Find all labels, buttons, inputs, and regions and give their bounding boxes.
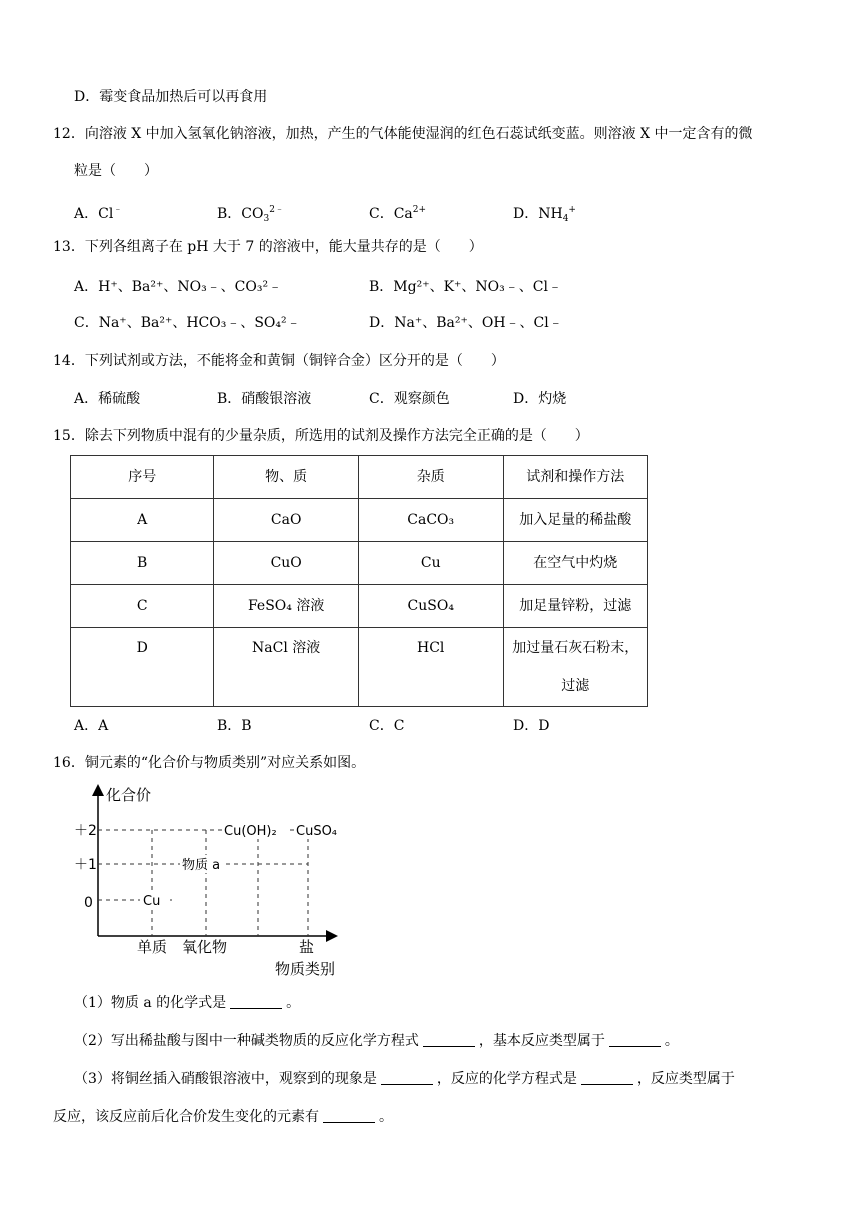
table-cell: 加过量石灰石粉末， 过滤 bbox=[503, 628, 648, 707]
x-tick-label: 盐 bbox=[299, 938, 315, 956]
answer-blank[interactable] bbox=[381, 1070, 433, 1085]
table-cell: CaCO₃ bbox=[358, 499, 503, 542]
q11-option-d: D．霉变食品加热后可以再食用 bbox=[74, 89, 268, 105]
q13-stem: 13．下列各组离子在 pH 大于 7 的溶液中，能大量共存的是（ ） bbox=[53, 239, 483, 255]
q15-option-c: C．C bbox=[369, 718, 405, 734]
q12-option-d: D．$NH_4^+$ bbox=[513, 205, 576, 224]
answer-blank[interactable] bbox=[423, 1032, 475, 1047]
q16-part2: （2）写出稀盐酸与图中一种碱类物质的反应化学方程式 ，基本反应类型属于 。 bbox=[74, 1033, 679, 1049]
table-cell: B bbox=[71, 542, 214, 585]
point-label-cu: Cu bbox=[143, 894, 161, 909]
q15-stem: 15．除去下列物质中混有的少量杂质，所选用的试剂及操作方法完全正确的是（ ） bbox=[53, 428, 589, 444]
q14-option-a: A．稀硫酸 bbox=[74, 391, 141, 407]
table-cell: 加入足量的稀盐酸 bbox=[503, 499, 648, 542]
q12-stem-line1: 12．向溶液 X 中加入氢氧化钠溶液，加热，产生的气体能使湿润的红色石蕊试纸变蓝。则溶液 X 中一定含有的微 bbox=[53, 126, 753, 142]
q16-stem: 16．铜元素的“化合价与物质类别”对应关系如图。 bbox=[53, 755, 366, 771]
table-cell: CuSO₄ bbox=[358, 585, 503, 628]
point-label-substance-a: 物质 a bbox=[182, 858, 221, 873]
q12-option-a: A．Cl﹣ bbox=[74, 205, 123, 222]
table-row bbox=[71, 542, 648, 585]
q13-option-c: C．Na⁺、Ba²⁺、HCO₃﹣、SO₄²﹣ bbox=[74, 315, 301, 331]
q15-table bbox=[70, 455, 648, 707]
table-header-cell: 杂质 bbox=[358, 456, 503, 499]
answer-blank[interactable] bbox=[230, 994, 282, 1009]
q15-option-d: D．D bbox=[513, 718, 550, 734]
table-cell: 在空气中灼烧 bbox=[503, 542, 648, 585]
x-tick-label: 氧化物 bbox=[182, 938, 228, 956]
q14-option-c: C．观察颜色 bbox=[369, 391, 450, 407]
table-cell: D bbox=[71, 628, 214, 707]
answer-blank[interactable] bbox=[323, 1108, 375, 1123]
q12-option-b: B．$CO_3^{2﹣}$ bbox=[217, 205, 284, 224]
y-tick-label: ＋1 bbox=[74, 857, 97, 873]
table-cell: HCl bbox=[358, 628, 503, 707]
grid-lines bbox=[98, 830, 308, 936]
answer-blank[interactable] bbox=[581, 1070, 633, 1085]
y-tick-label: ＋2 bbox=[74, 823, 97, 839]
table-cell: A bbox=[71, 499, 214, 542]
q14-option-b: B．硝酸银溶液 bbox=[217, 391, 312, 407]
table-header-cell: 序号 bbox=[71, 456, 214, 499]
q15-option-a: A．A bbox=[74, 718, 109, 734]
table-row bbox=[71, 628, 648, 707]
q14-option-d: D．灼烧 bbox=[513, 391, 567, 407]
valence-category-diagram bbox=[70, 780, 360, 980]
q14-stem: 14．下列试剂或方法，不能将金和黄铜（铜锌合金）区分开的是（ ） bbox=[53, 353, 505, 369]
table-header-cell: 试剂和操作方法 bbox=[503, 456, 648, 499]
y-tick-label: 0 bbox=[84, 895, 93, 911]
answer-blank[interactable] bbox=[609, 1032, 661, 1047]
q13-option-d: D．Na⁺、Ba²⁺、OH﹣、Cl﹣ bbox=[369, 315, 563, 331]
table-header-cell: 物、质 bbox=[214, 456, 359, 499]
q16-part3-line1: （3）将铜丝插入硝酸银溶液中，观察到的现象是 ，反应的化学方程式是 ，反应类型属于 bbox=[74, 1071, 735, 1087]
x-axis-title: 物质类别 bbox=[275, 960, 336, 978]
table-row bbox=[71, 585, 648, 628]
table-cell: CuO bbox=[214, 542, 359, 585]
q16-part3-line2: 反应，该反应前后化合价发生变化的元素有 。 bbox=[53, 1109, 393, 1125]
q13-option-b: B．Mg²⁺、K⁺、NO₃﹣、Cl﹣ bbox=[369, 279, 562, 295]
table-cell: C bbox=[71, 585, 214, 628]
table-cell: NaCl 溶液 bbox=[214, 628, 359, 707]
q15-option-b: B．B bbox=[217, 718, 252, 734]
table-cell: FeSO₄ 溶液 bbox=[214, 585, 359, 628]
point-label-cuso4: CuSO₄ bbox=[296, 824, 338, 839]
point-label-cu-oh-2: Cu(OH)₂ bbox=[224, 824, 277, 839]
q13-option-a: A．H⁺、Ba²⁺、NO₃﹣、CO₃²﹣ bbox=[74, 279, 283, 295]
y-axis-title: 化合价 bbox=[106, 786, 152, 804]
table-cell: 加足量锌粉，过滤 bbox=[503, 585, 648, 628]
table-cell: CaO bbox=[214, 499, 359, 542]
table-header-row bbox=[71, 456, 648, 499]
q12-option-c: C．$Ca^{2+}$ bbox=[369, 205, 427, 222]
q12-stem-line2: 粒是（ ） bbox=[74, 163, 158, 179]
table-cell: Cu bbox=[358, 542, 503, 585]
q16-part1: （1）物质 a 的化学式是 。 bbox=[74, 995, 301, 1011]
x-tick-label: 单质 bbox=[137, 938, 168, 956]
table-row bbox=[71, 499, 648, 542]
